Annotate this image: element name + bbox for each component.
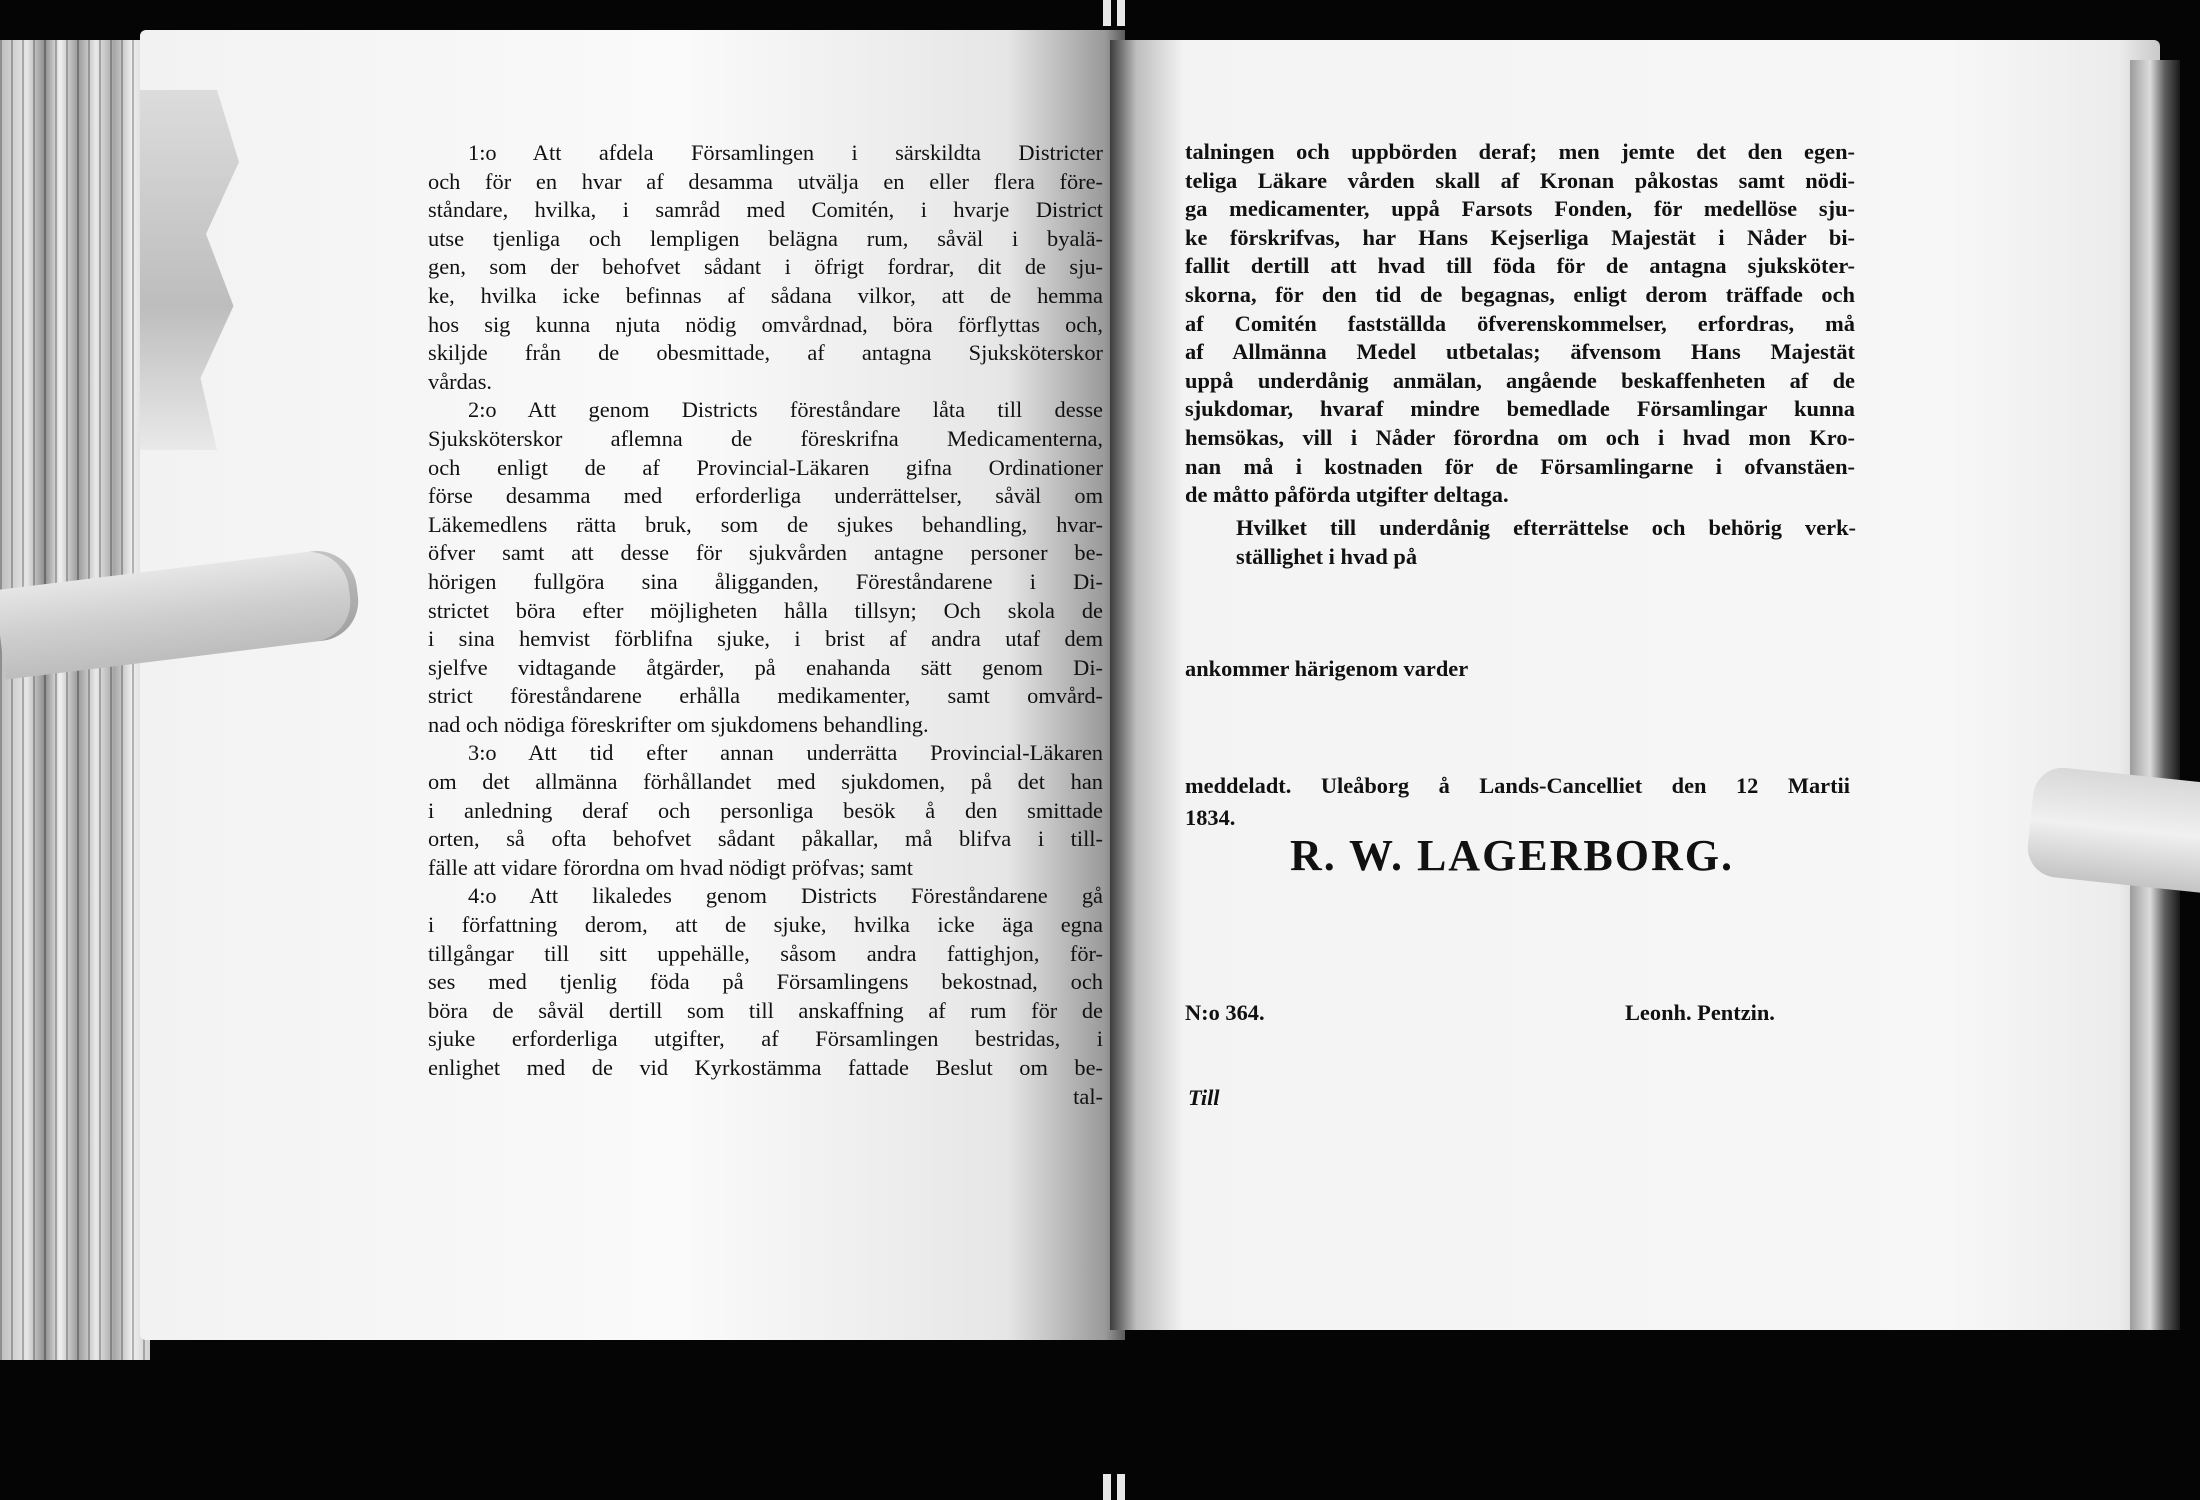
text-line: i sina hemvist förblifna sjuke, i brist af andra utaf dem bbox=[428, 626, 1103, 652]
text-line: öfver samt att desse för sjukvården antagne personer be- bbox=[428, 540, 1103, 566]
text-line: utse tjenliga och lempligen belägna rum, såväl i byalä- bbox=[428, 225, 1103, 251]
text-line: sjelfve vidtagande åtgärder, på enahanda sätt genom Di- bbox=[428, 654, 1103, 680]
text-line: 2:o Att genom Districts föreståndare låta till desse bbox=[468, 397, 1103, 423]
gutter-marker-top-left bbox=[1103, 0, 1111, 26]
text-line: fallit dertill att hvad till föda för de antagna sjuksköter- bbox=[1185, 253, 1855, 279]
text-line: 4:o Att likaledes genom Districts Föreståndarene gå bbox=[468, 883, 1103, 909]
text-line: tillgångar till sitt uppehälle, såsom andra fattighjon, för- bbox=[428, 940, 1103, 966]
text-line: ga medicamenter, uppå Farsots Fonden, för medellöse sju- bbox=[1185, 196, 1855, 222]
text-line: skiljde från de obesmittade, af antagna Sjuksköterskor bbox=[428, 340, 1103, 366]
text-line: Hvilket till underdånig efterrättelse och behörig verk- bbox=[1236, 515, 1856, 540]
text-line: och enligt de af Provincial-Läkaren gifna Ordinationer bbox=[428, 454, 1103, 480]
torn-page-area bbox=[140, 90, 250, 450]
gutter-marker-bottom-left bbox=[1103, 1474, 1111, 1500]
text-line: skorna, för den tid de begagnas, enligt derom träffade och bbox=[1185, 281, 1855, 307]
gutter-marker-bottom-right bbox=[1117, 1474, 1125, 1500]
text-line: orten, så ofta behofvet sådant påkallar, må blifva i till- bbox=[428, 826, 1103, 852]
text-line: talningen och uppbörden deraf; men jemte det den egen- bbox=[1185, 139, 1855, 164]
text-line: sjukdomar, hvaraf mindre bemedlade Församlingar kunna bbox=[1185, 396, 1855, 422]
text-line: strictet böra efter möjligheten hålla tillsyn; Och skola de bbox=[428, 597, 1103, 623]
text-line: af Comitén fastställda öfverenskommelser, erfordras, må bbox=[1185, 310, 1855, 336]
text-line: gen, som der behofvet sådant i öfrigt fordrar, dit de sju- bbox=[428, 254, 1103, 280]
year: 1834. bbox=[1185, 805, 1236, 830]
text-line: 3:o Att tid efter annan underrätta Provincial-Läkaren bbox=[468, 740, 1103, 766]
text-line: strict föreståndarene erhålla medikamenter, samt omvård- bbox=[428, 683, 1103, 709]
text-line: ses med tjenlig föda på Församlingens bekostnad, och bbox=[428, 969, 1103, 995]
text-line: vårdas. bbox=[428, 368, 493, 394]
text-line: enlighet med de vid Kyrkostämma fattade Beslut om be- bbox=[428, 1055, 1103, 1080]
text-line: fälle att vidare förordna om hvad nödigt pröfvas; samt bbox=[428, 854, 913, 880]
text-line: ke förskrifvas, har Hans Kejserliga Majestät i Nåder bi- bbox=[1185, 224, 1855, 250]
gutter-marker-top-right bbox=[1117, 0, 1125, 26]
notice-paragraph bbox=[1236, 514, 1856, 571]
text-line: i anledning deraf och personliga besök å den smittade bbox=[428, 797, 1103, 823]
text-line: 1:o Att afdela Församlingen i särskildta Districter bbox=[468, 140, 1103, 165]
right-page-text bbox=[1185, 138, 1855, 510]
signer-name: R. W. LAGERBORG. bbox=[1290, 831, 1734, 880]
document-number: N:o 364. bbox=[1185, 1000, 1265, 1025]
text-line: böra de såväl dertill som till anskaffning af rum för de bbox=[428, 997, 1103, 1023]
text-line: ke, hvilka icke befinnas af sådana vilkor, att de hemma bbox=[428, 282, 1103, 308]
text-line: af Allmänna Medel utbetalas; äfvensom Hans Majestät bbox=[1185, 339, 1855, 365]
text-line: nan må i kostnaden för de Församlingarne i ofvanstäen- bbox=[1185, 453, 1855, 479]
address-word: Till bbox=[1188, 1085, 1220, 1110]
right-page-edge bbox=[2130, 60, 2180, 1330]
text-line: Sjuksköterskor aflemna de föreskrifna Medicamenterna, bbox=[428, 425, 1103, 451]
text-line: hörigen fullgöra sina åligganden, Föreståndarene i Di- bbox=[428, 568, 1103, 594]
bookmark-strap-right bbox=[2025, 765, 2200, 895]
text-line: hemsökas, vill i Nåder förordna om och i hvad mon Kro- bbox=[1185, 424, 1855, 450]
text-line: sjuke erforderliga utgifter, af Församlingen bestridas, i bbox=[428, 1026, 1103, 1052]
text-line: ställighet i hvad på bbox=[1236, 543, 1418, 569]
countersigner-name: Leonh. Pentzin. bbox=[1625, 1000, 1775, 1025]
text-line: nad och nödiga föreskrifter om sjukdomens behandling. bbox=[428, 711, 929, 737]
text-line: förse desamma med erforderliga underrättelser, såväl om bbox=[428, 483, 1103, 509]
text-line: om det allmänna förhållandet med sjukdomen, på det han bbox=[428, 769, 1103, 795]
text-line: i författning derom, att de sjuke, hvilka icke äga egna bbox=[428, 912, 1103, 938]
text-line: ståndare, hvilka, i samråd med Comitén, i hvarje District bbox=[428, 197, 1103, 223]
closing-line: meddeladt. Uleåborg å Lands-Cancelliet den 12 Martii bbox=[1185, 773, 1850, 798]
page-stack-edge bbox=[0, 40, 150, 1360]
catchword: tal- bbox=[1073, 1083, 1103, 1109]
text-line: hos sig kunna njuta nödig omvårdnad, böra förflyttas och, bbox=[428, 311, 1103, 337]
arrive-line: ankommer härigenom varder bbox=[1185, 656, 1469, 681]
text-line: och för en hvar af desamma utvälja en eller flera före- bbox=[428, 168, 1103, 194]
text-line: de måtto påförda utgifter deltaga. bbox=[1185, 482, 1509, 508]
text-line: teliga Läkare vården skall af Kronan påkostas samt nödi- bbox=[1185, 167, 1855, 193]
text-line: uppå underdånig anmälan, angående beskaffenheten af de bbox=[1185, 367, 1855, 393]
left-page-text bbox=[428, 139, 1103, 1111]
text-line: Läkemedlens rätta bruk, som de sjukes behandling, hvar- bbox=[428, 511, 1103, 537]
